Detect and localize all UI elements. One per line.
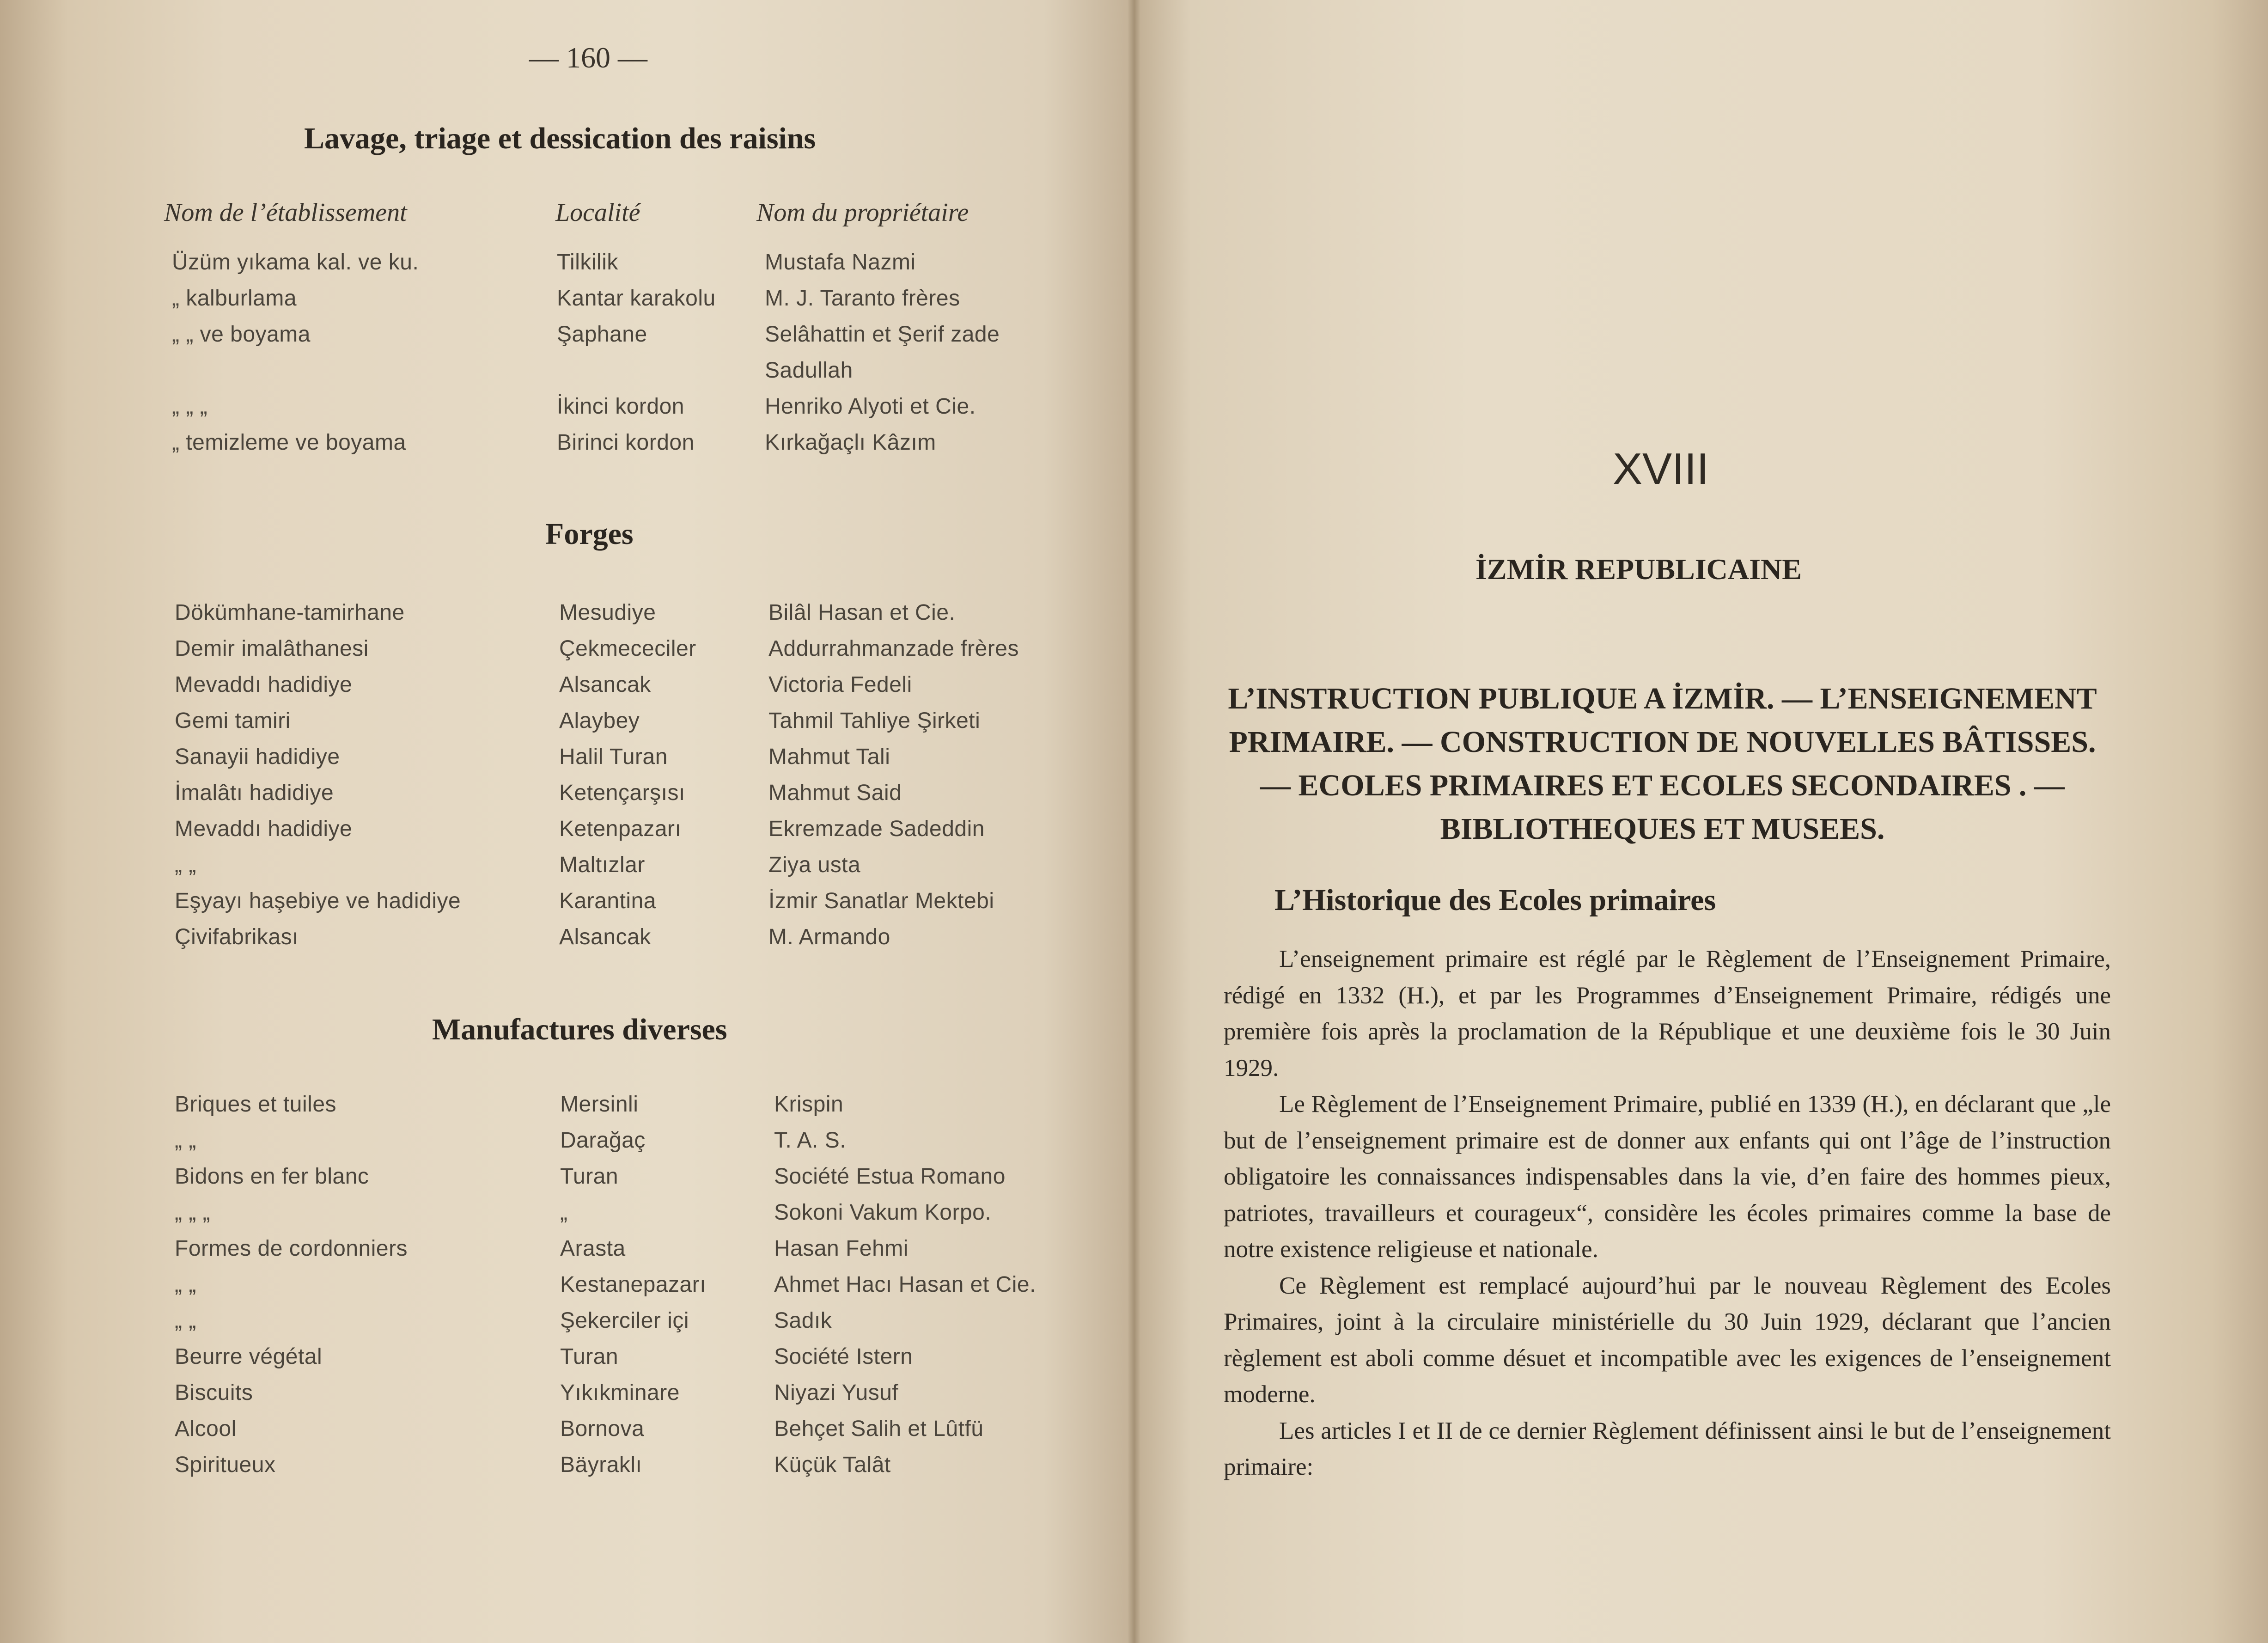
- table-cell-name: İmalâtı hadidiye: [175, 781, 334, 805]
- table-cell-name: „ „: [175, 1128, 196, 1153]
- table-cell-locality: Birinci kordon: [557, 430, 695, 455]
- table-cell-locality: Ketençarşısı: [559, 781, 685, 805]
- table-cell-name: „ „: [175, 1272, 196, 1297]
- table-cell-locality: Turan: [560, 1164, 619, 1189]
- table-cell-owner: Ziya usta: [768, 853, 861, 877]
- table-cell-locality: İkinci kordon: [557, 394, 684, 419]
- table-cell-owner: Krispin: [774, 1092, 844, 1117]
- table-cell-owner: Kırkağaçlı Kâzım: [765, 430, 936, 455]
- section-title-forges: Forges: [545, 517, 634, 551]
- paragraph-3: Ce Règlement est remplacé aujourd’hui par le nouveau Règlement des Ecoles Primaires, joint à la circulaire ministérielle du 30 Juin 1929, déclarant que l’ancien règlement est aboli comme désuet et incompatible avec les exigences de l’enseignement moderne.: [1224, 1272, 2111, 1408]
- table-cell-locality: Yıkıkminare: [560, 1380, 680, 1405]
- table-cell-owner: Ekremzade Sadeddin: [768, 817, 985, 841]
- body-text: [1224, 941, 2111, 1485]
- table-cell-name: Biscuits: [175, 1380, 253, 1405]
- table-cell-owner: Behçet Salih et Lûtfü: [774, 1417, 984, 1441]
- table-cell-locality: Bornova: [560, 1417, 645, 1441]
- table-cell-locality: Arasta: [560, 1236, 626, 1261]
- table-cell-owner: Addurrahmanzade frères: [768, 636, 1019, 661]
- table-cell-locality: Tilkilik: [557, 250, 618, 275]
- table-cell-name: „ „ „: [175, 1200, 211, 1225]
- table-cell-locality: Şekerciler içi: [560, 1308, 689, 1333]
- table-cell-owner: Selâhattin et Şerif zade: [765, 322, 1000, 347]
- table-cell-owner: Victoria Fedeli: [768, 672, 912, 697]
- book-gutter: [1128, 0, 1140, 1643]
- table-cell-name: „ temizleme ve boyama: [172, 430, 406, 455]
- table-cell-name: Demir imalâthanesi: [175, 636, 369, 661]
- table-cell-name: Dökümhane-tamirhane: [175, 600, 405, 625]
- table-cell-owner: Ahmet Hacı Hasan et Cie.: [774, 1272, 1036, 1297]
- paragraph-2: Le Règlement de l’Enseignement Primaire, publié en 1339 (H.), en déclarant que „le but de l’enseignement primaire est de donner aux enfants qui ont l’âge de l’instruction obligatoire les connaissances indispensables dans la vie, d’en faire des hommes pieux, patriotes, travailleurs et courageux“, considère les écoles primaires comme la base de notre existence religieuse et nationale.: [1224, 1091, 2111, 1263]
- table-cell-name: Mevaddı hadidiye: [175, 817, 353, 841]
- table-cell-owner: Hasan Fehmi: [774, 1236, 908, 1261]
- table-cell-owner: Küçük Talât: [774, 1453, 891, 1477]
- table-cell-owner: Sokoni Vakum Korpo.: [774, 1200, 992, 1225]
- table-cell-owner: Société Istern: [774, 1344, 913, 1369]
- chapter-number: XVIII: [1613, 444, 1709, 494]
- table-cell-locality: Bäyraklı: [560, 1453, 642, 1477]
- table-cell-name: Formes de cordonniers: [175, 1236, 408, 1261]
- table-cell-locality: Darağaç: [560, 1128, 646, 1153]
- table-cell-name: Üzüm yıkama kal. ve ku.: [172, 250, 419, 275]
- paragraph-4: Les articles I et II de ce dernier Règlement définissent ainsi le but de l’enseignement primaire:: [1224, 1417, 2111, 1480]
- section-title-raisins: Lavage, triage et dessication des raisins: [304, 122, 816, 155]
- table-cell-name: Gemi tamiri: [175, 709, 291, 733]
- table-cell-name: „ kalburlama: [172, 286, 297, 311]
- column-header-owner: Nom du propriétaire: [756, 198, 969, 227]
- table-cell-owner: İzmir Sanatlar Mektebi: [768, 889, 994, 913]
- table-cell-owner: Mahmut Tali: [768, 745, 890, 769]
- table-cell-name: Eşyayı haşebiye ve hadidiye: [175, 889, 461, 913]
- column-header-establishment: Nom de l’établissement: [164, 198, 407, 227]
- table-cell-locality: Alaybey: [559, 709, 640, 733]
- column-header-locality: Localité: [555, 198, 640, 227]
- subheading-historique: L’Historique des Ecoles primaires: [1274, 883, 1716, 917]
- table-cell-owner: T. A. S.: [774, 1128, 847, 1153]
- table-cell-locality: Ketenpazarı: [559, 817, 682, 841]
- section-title-manufactures: Manufactures diverses: [432, 1013, 727, 1046]
- table-cell-name: „ „: [175, 853, 196, 877]
- page-number: — 160 —: [529, 41, 647, 74]
- table-cell-name: Sanayii hadidiye: [175, 745, 340, 769]
- table-cell-owner: Tahmil Tahliye Şirketi: [768, 709, 981, 733]
- table-cell-locality: „: [560, 1200, 568, 1225]
- table-cell-name: „ „: [175, 1308, 196, 1333]
- table-cell-owner: Société Estua Romano: [774, 1164, 1006, 1189]
- table-cell-locality: Turan: [560, 1344, 619, 1369]
- table-cell-name: Mevaddı hadidiye: [175, 672, 353, 697]
- table-cell-locality: Mersinli: [560, 1092, 639, 1117]
- table-cell-locality: Kestanepazarı: [560, 1272, 707, 1297]
- table-cell-locality: Çekmececiler: [559, 636, 696, 661]
- table-cell-owner: M. Armando: [768, 925, 890, 949]
- table-cell-owner: Mustafa Nazmi: [765, 250, 916, 275]
- table-cell-owner: Sadık: [774, 1308, 832, 1333]
- table-cell-locality: Alsancak: [559, 672, 651, 697]
- table-cell-name: Bidons en fer blanc: [175, 1164, 369, 1189]
- table-cell-locality: Alsancak: [559, 925, 651, 949]
- table-cell-locality: Şaphane: [557, 322, 647, 347]
- table-cell-owner: Sadullah: [765, 358, 853, 383]
- table-cell-locality: Karantina: [559, 889, 656, 913]
- table-cell-owner: Henriko Alyoti et Cie.: [765, 394, 976, 419]
- table-cell-locality: Halil Turan: [559, 745, 668, 769]
- table-cell-locality: Mesudiye: [559, 600, 656, 625]
- table-cell-locality: Kantar karakolu: [557, 286, 716, 311]
- part-title: İZMİR REPUBLICAINE: [1475, 553, 1802, 586]
- table-cell-name: Beurre végétal: [175, 1344, 323, 1369]
- table-cell-name: „ „ „: [172, 394, 208, 419]
- paragraph-1: L’enseignement primaire est réglé par le Règlement de l’Enseignement Primaire, rédigé en 1332 (H.), et par les Programmes d’Enseignement Primaire, rédigés une première fois après la proclamation de la République et une deuxième fois le 30 Juin 1929.: [1224, 946, 2111, 1081]
- table-cell-name: Çivifabrikası: [175, 925, 299, 949]
- table-cell-owner: Mahmut Said: [768, 781, 902, 805]
- table-cell-name: „ „ ve boyama: [172, 322, 311, 347]
- table-cell-locality: Maltızlar: [559, 853, 645, 877]
- chapter-title: L’INSTRUCTION PUBLIQUE A İZMİR. — L’ENSEIGNEMENT PRIMAIRE. — CONSTRUCTION DE NOUVELLES BÂTISSES. — ECOLES PRIMAIRES ET ECOLES SECONDAIRES . — BIBLIOTHEQUES ET MUSEES.: [1228, 682, 2097, 846]
- table-cell-name: Alcool: [175, 1417, 237, 1441]
- table-cell-name: Briques et tuiles: [175, 1092, 337, 1117]
- table-cell-owner: Bilâl Hasan et Cie.: [768, 600, 956, 625]
- table-cell-owner: Niyazi Yusuf: [774, 1380, 899, 1405]
- table-cell-owner: M. J. Taranto frères: [765, 286, 960, 311]
- table-cell-name: Spiritueux: [175, 1453, 276, 1477]
